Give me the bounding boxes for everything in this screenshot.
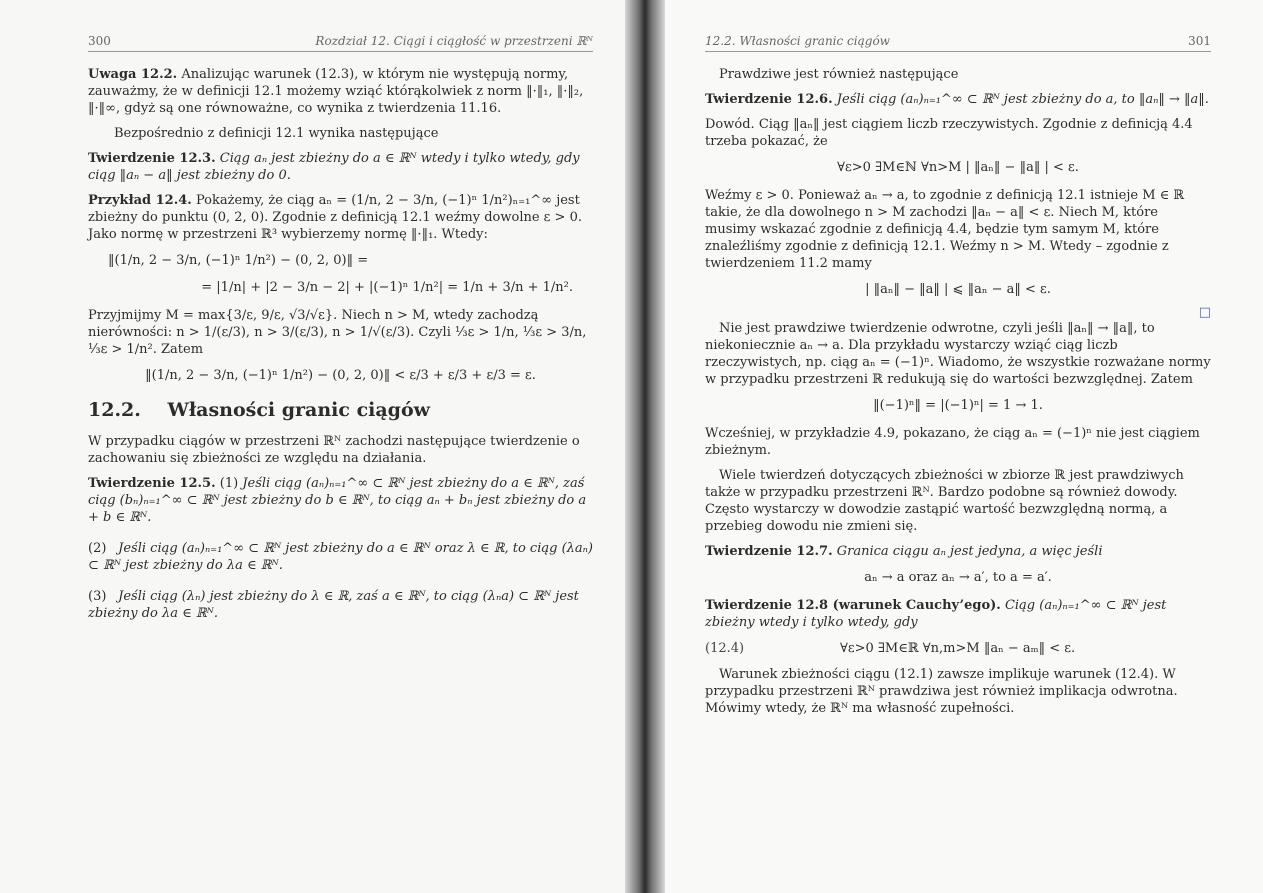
right-running-head: 12.2. Własności granic ciągów xyxy=(705,34,890,48)
eq-tag-12-4: (12.4) xyxy=(705,641,745,656)
tw-12-7-eq: aₙ → a oraz aₙ → a′, to a = a′. xyxy=(864,570,1052,585)
uwaga-text: Analizując warunek (12.3), w którym nie występują normy, zauważmy, że w definicji 12.1 możemy wziąć którąkolwiek z norm ‖·‖₁, ‖·‖₂, ‖·‖∞, gdyż są one równoważne, co wynika z twierdzenia 11.16. xyxy=(88,67,584,116)
section-intro: W przypadku ciągów w przestrzeni ℝᴺ zachodzi następujące twierdzenie o zachowaniu się zbieżności ze względu na działania. xyxy=(88,434,580,466)
dowod-label: Dowód. xyxy=(705,117,755,132)
przyklad-eq-1a: ‖(1/n, 2 − 3/n, (−1)ⁿ 1/n²) − (0, 2, 0)‖ = xyxy=(108,253,369,268)
twierdzenie-12-3 xyxy=(88,150,593,184)
tw-12-5-item-2-idx: (2) xyxy=(88,541,107,556)
left-page-header xyxy=(88,34,593,52)
tw-12-3-text: Ciąg aₙ jest zbieżny do a ∈ ℝᴺ wtedy i tylko wtedy, gdy ciąg ‖aₙ − a‖ jest zbieżny do 0. xyxy=(88,151,580,183)
tw-12-7-label: Twierdzenie 12.7. xyxy=(705,544,833,559)
twierdzenie-12-8 xyxy=(705,597,1211,631)
dowod-eq-2: | ‖aₙ‖ − ‖a‖ | ⩽ ‖aₙ − a‖ < ε. xyxy=(865,282,1051,297)
tw-12-8-eq-row xyxy=(705,641,1211,656)
tw-12-5-label: Twierdzenie 12.5. xyxy=(88,476,216,491)
przyklad-label: Przykład 12.4. xyxy=(88,193,192,208)
tw-12-6-text: Jeśli ciąg (aₙ)ₙ₌₁^∞ ⊂ ℝᴺ jest zbieżny do a, to ‖aₙ‖ → ‖a‖. xyxy=(836,92,1209,107)
right-page xyxy=(665,0,1263,893)
section-number: 12.2. xyxy=(88,399,141,421)
left-page-content xyxy=(88,34,593,630)
uwaga-label: Uwaga 12.2. xyxy=(88,67,178,82)
tw-12-5-item-3 xyxy=(88,588,593,622)
tw-12-3-label: Twierdzenie 12.3. xyxy=(88,151,216,166)
tw-12-5-item-2 xyxy=(88,540,593,574)
dowod-text-2: Weźmy ε > 0. Ponieważ aₙ → a, to zgodnie z definicją 12.1 istnieje M ∈ ℝ takie, że dla dowolnego n > M zachodzi ‖aₙ − a‖ < ε. Niech M, które musimy wskazać zgodnie z definicją 4.4, będzie tym samym M, które znaleźliśmy zgodnie z definicją 12.1. Weźmy n > M. Wtedy – zgodnie z twierdzeniem 11.2 mamy xyxy=(705,188,1185,271)
dowod-eq-1: ∀ε>0 ∃M∈ℕ ∀n>M | ‖aₙ‖ − ‖a‖ | < ε. xyxy=(837,160,1079,175)
przyklad-text-1: Pokażemy, że ciąg aₙ = (1/n, 2 − 3/n, (−1)ⁿ 1/n²)ₙ₌₁^∞ jest zbieżny do punktu (0, 2, 0). Zgodnie z definicją 12.1 weźmy dowolne ε > 0. Jako normę w przestrzeni ℝ³ wybierzemy normę ‖·‖₁. Wtedy: xyxy=(88,193,582,242)
eq-spacer xyxy=(1171,641,1211,656)
right-page-header xyxy=(705,34,1211,52)
uwaga-12-2 xyxy=(88,66,593,117)
tw-12-5-item-2-text: Jeśli ciąg (aₙ)ₙ₌₁^∞ ⊂ ℝᴺ jest zbieżny do a ∈ ℝᴺ oraz λ ∈ ℝ, to ciąg (λaₙ) ⊂ ℝᴺ jest zbieżny do λa ∈ ℝᴺ. xyxy=(88,541,593,573)
book-gutter xyxy=(625,0,665,893)
tw-12-5-item-1 xyxy=(88,475,593,526)
left-running-head: Rozdział 12. Ciągi i ciągłość w przestrzeni ℝᴺ xyxy=(315,34,593,48)
tw-12-5-item-3-text: Jeśli ciąg (λₙ) jest zbieżny do λ ∈ ℝ, zaś a ∈ ℝᴺ, to ciąg (λₙa) ⊂ ℝᴺ jest zbieżny do λa ∈ ℝᴺ. xyxy=(88,589,579,621)
przyklad-eq-1b: = |1/n| + |2 − 3/n − 2| + |(−1)ⁿ 1/n²| = 1/n + 3/n + 1/n². xyxy=(201,280,573,295)
after-eq-paragraph: Wcześniej, w przykładzie 4.9, pokazano, że ciąg aₙ = (−1)ⁿ nie jest ciągiem zbieżnym. xyxy=(705,426,1200,458)
twierdzenie-12-7 xyxy=(705,543,1211,560)
intro-12-6: Prawdziwe jest również następujące xyxy=(719,67,959,82)
intro-12-3: Bezpośrednio z definicji 12.1 wynika następujące xyxy=(114,126,439,141)
right-page-number: 301 xyxy=(1188,34,1211,48)
tw-12-5-item-1-text: Jeśli ciąg (aₙ)ₙ₌₁^∞ ⊂ ℝᴺ jest zbieżny do a ∈ ℝᴺ, zaś ciąg (bₙ)ₙ₌₁^∞ ⊂ ℝᴺ jest zbieżny do b ∈ ℝᴺ, to ciąg aₙ + bₙ jest zbieżny do a + b ∈ ℝᴺ. xyxy=(88,476,587,525)
twierdzenie-12-5 xyxy=(88,475,593,622)
tw-12-8-eq: ∀ε>0 ∃M∈ℝ ∀n,m>M ‖aₙ − aₘ‖ < ε. xyxy=(840,641,1076,656)
dowod-text-1: Ciąg ‖aₙ‖ jest ciągiem liczb rzeczywistych. Zgodnie z definicją 4.4 trzeba pokazać, że xyxy=(705,117,1193,149)
tw-12-8-text: Ciąg (aₙ)ₙ₌₁^∞ ⊂ ℝᴺ jest zbieżny wtedy i tylko wtedy, gdy xyxy=(705,598,1167,630)
tw-12-5-item-3-idx: (3) xyxy=(88,589,107,604)
tw-12-7-text: Granica ciągu aₙ jest jedyna, a więc jeśli xyxy=(836,544,1103,559)
tw-12-6-label: Twierdzenie 12.6. xyxy=(705,92,833,107)
przyklad-12-4 xyxy=(88,192,593,243)
converse-paragraph: Nie jest prawdziwe twierdzenie odwrotne, czyli jeśli ‖aₙ‖ → ‖a‖, to niekoniecznie aₙ → a. Dla przykładu wystarczy wziąć ciąg liczb rzeczywistych, np. ciąg aₙ = (−1)ⁿ. Wiadomo, że wszystkie rozważane normy w przypadku przestrzeni ℝ redukują się do wartości bezwzględnej. Zatem xyxy=(705,321,1211,387)
qed-symbol: □ xyxy=(1198,305,1211,320)
section-title: Własności granic ciągów xyxy=(167,399,430,421)
left-page-number: 300 xyxy=(88,34,111,48)
przyklad-eq-2: ‖(1/n, 2 − 3/n, (−1)ⁿ 1/n²) − (0, 2, 0)‖ < ε/3 + ε/3 + ε/3 = ε. xyxy=(145,368,536,383)
section-heading xyxy=(88,399,593,421)
przyklad-text-2: Przyjmijmy M = max{3/ε, 9/ε, √3/√ε}. Niech n > M, wtedy zachodzą nierówności: n > 1/(ε/3), n > 3/(ε/3), n > 1/√(ε/3). Czyli ⅓ε > 1/n, ⅓ε > 3/n, ⅓ε > 1/n². Zatem xyxy=(88,308,587,357)
tw-12-5-item-1-idx: (1) xyxy=(219,476,239,491)
right-page-content xyxy=(705,34,1211,725)
converse-eq: ‖(−1)ⁿ‖ = |(−1)ⁿ| = 1 → 1. xyxy=(873,398,1043,413)
many-theorems-paragraph: Wiele twierdzeń dotyczących zbieżności w zbiorze ℝ jest prawdziwych także w przypadku przestrzeni ℝᴺ. Bardzo podobne są również dowody. Często wystarczy w dowodzie zastąpić wartość bezwzględną normą, a przebieg dowodu nie zmieni się. xyxy=(705,468,1184,534)
twierdzenie-12-6 xyxy=(705,91,1211,108)
left-page xyxy=(0,0,625,893)
dowod xyxy=(705,116,1211,150)
tw-12-8-label: Twierdzenie 12.8 (warunek Cauchy’ego). xyxy=(705,598,1001,613)
final-paragraph: Warunek zbieżności ciągu (12.1) zawsze implikuje warunek (12.4). W przypadku przestrzeni ℝᴺ prawdziwa jest również implikacja odwrotna. Mówimy wtedy, że ℝᴺ ma własność zupełności. xyxy=(705,667,1178,716)
